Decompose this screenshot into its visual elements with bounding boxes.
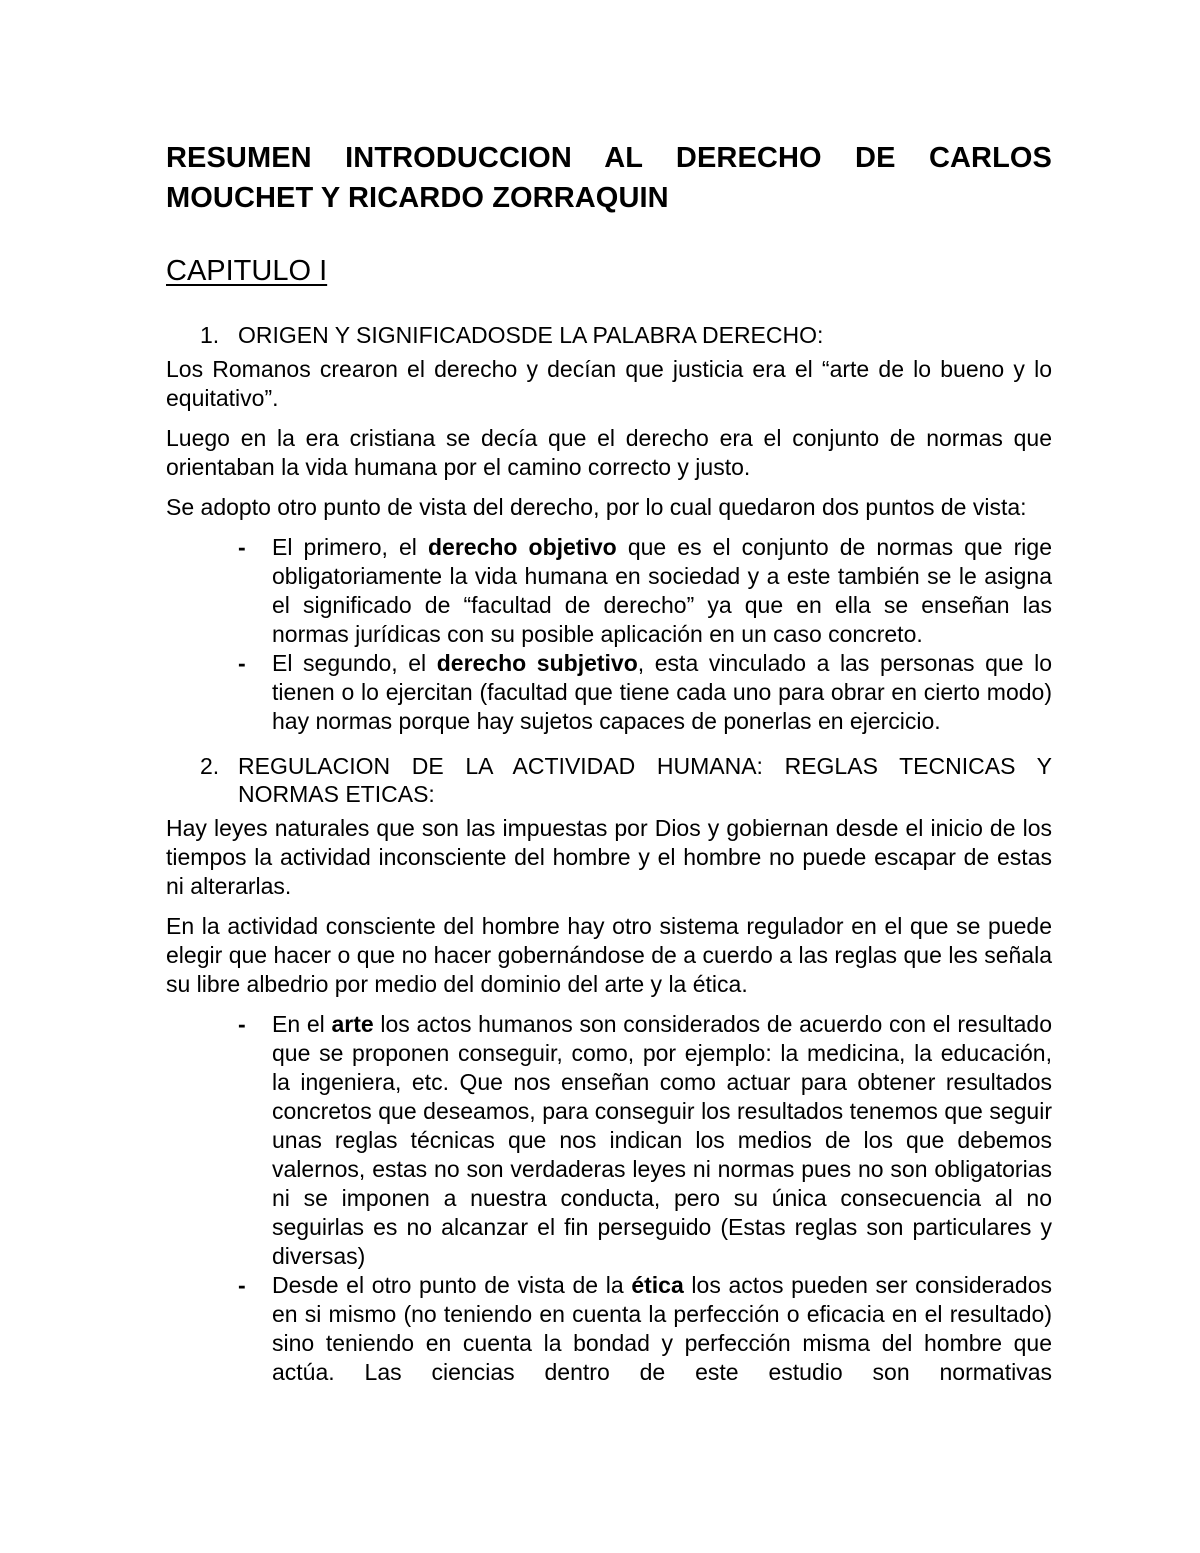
section-1-paragraph-1: Los Romanos crearon el derecho y decían que justicia era el “arte de lo bueno y lo equitativo”.	[166, 356, 1052, 411]
list-item	[166, 1010, 1052, 1271]
bullet-dash: -	[238, 1272, 246, 1298]
bullet-dash: -	[238, 534, 246, 560]
bullet-text-start: En el	[272, 1011, 332, 1037]
bullet-bold-term: ética	[631, 1272, 684, 1298]
bullet-dash: -	[238, 650, 246, 676]
section-2-heading	[166, 752, 1052, 808]
bullet-text-end: que es el conjunto de normas que rige obligatoriamente la vida humana en sociedad y a este también se le asigna el significado de “facultad de derecho” ya que en ella se enseñan las normas jurídicas con su posible aplicación en un caso concreto.	[272, 534, 1052, 647]
bullet-bold-term: derecho objetivo	[427, 534, 617, 560]
list-item	[166, 649, 1052, 736]
bullet-text-start: El segundo, el	[272, 650, 437, 676]
bullet-text-start: El primero, el	[272, 534, 428, 560]
bullet-bold-term: derecho subjetivo	[436, 650, 638, 676]
bullet-bold-term: arte	[331, 1011, 374, 1037]
section-2-title: REGULACION DE LA ACTIVIDAD HUMANA: REGLAS TECNICAS Y NORMAS ETICAS:	[238, 753, 1052, 807]
document-page	[166, 138, 1052, 1403]
bullet-text-end: , esta vinculado a las personas que lo tienen o lo ejercitan (facultad que tiene cada uno para obrar en cierto modo) hay normas porque hay sujetos capaces de ponerlas en ejercicio.	[272, 650, 1053, 734]
bullet-text	[272, 649, 1052, 736]
section-1-heading	[166, 321, 1052, 349]
bullet-text-end: los actos pueden ser considerados en si mismo (no teniendo en cuenta la perfección o eficacia en el resultado) sino teniendo en cuenta la bondad y perfección misma del hombre que actúa. Las ciencias dentro de este estudio son normativas	[272, 1272, 1052, 1385]
bullet-dash: -	[238, 1011, 246, 1037]
bullet-text	[272, 1010, 1052, 1271]
section-1-title: ORIGEN Y SIGNIFICADOSDE LA PALABRA DERECHO:	[238, 322, 824, 348]
section-2-paragraph-2: En la actividad consciente del hombre hay otro sistema regulador en el que se puede elegir que hacer o que no hacer gobernándose de a cuerdo a las reglas que les señala su libre albedrio por medio del dominio del arte y la ética.	[166, 913, 1052, 997]
section-1-paragraph-2: Luego en la era cristiana se decía que el derecho era el conjunto de normas que orientaban la vida humana por el camino correcto y justo.	[166, 425, 1052, 480]
section-1-number: 1.	[200, 322, 220, 348]
bullet-text	[272, 533, 1052, 649]
bullet-text-start: Desde el otro punto de vista de la	[272, 1272, 632, 1298]
list-item	[166, 1271, 1052, 1387]
document-title: RESUMEN INTRODUCCION AL DERECHO DE CARLOS MOUCHET Y RICARDO ZORRAQUIN	[166, 142, 1052, 214]
section-1-paragraph-3: Se adopto otro punto de vista del derecho, por lo cual quedaron dos puntos de vista:	[166, 494, 1027, 520]
list-item	[166, 533, 1052, 649]
section-1-bullet-list	[166, 533, 1052, 736]
section-2-number: 2.	[200, 753, 220, 779]
section-2-paragraph-1: Hay leyes naturales que son las impuestas por Dios y gobiernan desde el inicio de los tiempos la actividad inconsciente del hombre y el hombre no puede escapar de estas ni alterarlas.	[166, 815, 1052, 899]
chapter-heading: CAPITULO I	[166, 255, 328, 287]
bullet-text-end: los actos humanos son considerados de acuerdo con el resultado que se proponen conseguir, como, por ejemplo: la medicina, la educación, la ingeniera, etc. Que nos enseñan como actuar para obtener resultados concretos que deseamos, para conseguir los resultados tenemos que seguir unas reglas técnicas que nos indican los medios de los que debemos valernos, estas no son verdaderas leyes ni normas pues no son obligatorias ni se imponen a nuestra conducta, pero su única consecuencia al no seguirlas es no alcanzar el fin perseguido (Estas reglas son particulares y diversas)	[272, 1011, 1052, 1269]
section-2-bullet-list	[166, 1010, 1052, 1387]
bullet-text	[272, 1271, 1052, 1387]
